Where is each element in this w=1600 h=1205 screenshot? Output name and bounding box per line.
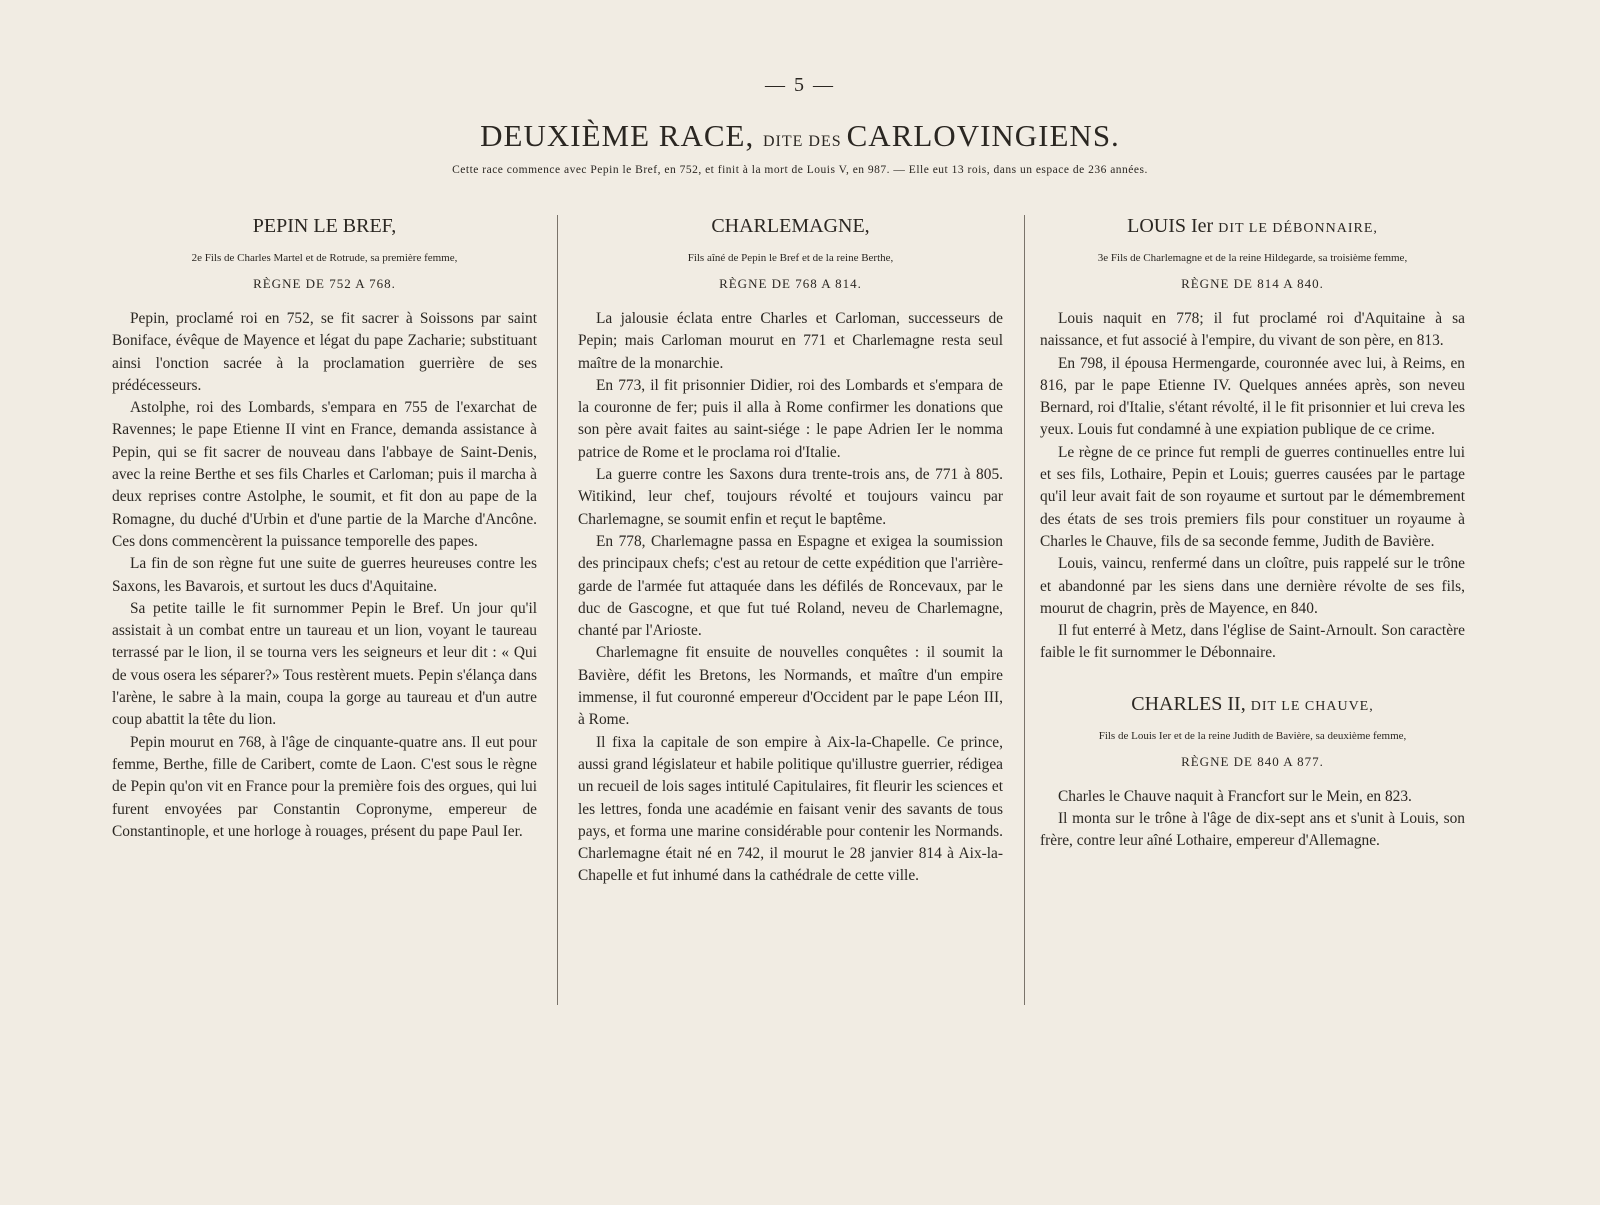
page-title xyxy=(0,118,1600,154)
column-divider-2 xyxy=(1024,215,1025,1005)
paragraph: Pepin mourut en 768, à l'âge de cinquante-quatre ans. Il eut pour femme, Berthe, fille de Caribert, comte de Laon. C'est sous le règne de Pepin qu'on vit en France pour la première fois des orgues, qui lui furent envoyées par Constantin Copronyme, empereur de Constantinople, et une horloge à rouages, présent du pape Paul Ier. xyxy=(112,733,537,840)
column-louis xyxy=(1040,215,1465,853)
section-name: PEPIN LE BREF, xyxy=(252,215,397,237)
section-name-small: DIT LE DÉBONNAIRE, xyxy=(1218,221,1378,236)
paragraph: Sa petite taille le fit surnommer Pepin le Bref. Un jour qu'il assistait à un combat entre un taureau et un lion, voyant le taureau terrassé par le lion, il se tourna vers les seigneurs et leur dit : « Qui de vous osera les séparer?» Tous restèrent muets. Pepin s'élança dans l'arène, le sabre à la main, coupa la gorge au taureau et d'un autre coup abattit la tête du lion. xyxy=(112,599,537,729)
section-reign: RÈGNE DE 768 A 814. xyxy=(719,276,862,291)
paragraph: Le règne de ce prince fut rempli de guerres continuelles entre lui et ses fils, Lothaire, Pepin et Louis; guerres causées par le partage qu'il leur avait fait de son royaume et surtout par le démembrement des états de ses trois premiers fils pour constituer un royaume à Charles le Chauve, fils de sa seconde femme, Judith de Bavière. xyxy=(1040,443,1465,550)
paragraph: Astolphe, roi des Lombards, s'empara en 755 de l'exarchat de Ravennes; le pape Etienne II vint en France, demanda assistance à Pepin, qui se fit sacrer de nouveau dans l'abbaye de Saint-Denis, avec la reine Berthe et ses fils Charles et Carloman; puis il marcha à deux reprises contre Astolphe, le soumit, et fit don au pape de la Romagne, du duché d'Urbin et d'une partie de la Marche d'Ancône. Ces dons commencèrent la puissance temporelle des papes. xyxy=(112,399,537,550)
paragraph: Louis naquit en 778; il fut proclamé roi d'Aquitaine à sa naissance, et fut associé à l'empire, du vivant de son père, en 813. xyxy=(1040,310,1465,350)
section-heading xyxy=(1040,693,1465,716)
section-reign: RÈGNE DE 840 A 877. xyxy=(1181,753,1324,769)
title-small: DITE DES xyxy=(762,133,847,150)
section-reign: RÈGNE DE 814 A 840. xyxy=(1181,276,1324,291)
paragraph: La jalousie éclata entre Charles et Carloman, successeurs de Pepin; mais Carloman mourut en 771 et Charlemagne resta seul maître de la monarchie. xyxy=(578,310,1003,372)
section-charles-ii xyxy=(1040,693,1465,853)
paragraph: En 778, Charlemagne passa en Espagne et exigea la soumission des principaux chefs; c'est au retour de cette expédition que l'arrière-garde de l'armée fut attaquée dans les défilés de Roncevaux, par le duc de Gascogne, et que fut tué Roland, neveu de Charlemagne, chanté par l'Arioste. xyxy=(578,532,1003,640)
paragraph: Il fut enterré à Metz, dans l'église de Saint-Arnoult. Son caractère faible le fit surnommer le Débonnaire. xyxy=(1040,622,1465,662)
section-heading xyxy=(112,215,537,238)
section-description: 2e Fils de Charles Martel et de Rotrude, sa première femme, xyxy=(191,252,458,264)
section-heading xyxy=(1040,215,1465,238)
title-main-1: DEUXIÈME RACE, xyxy=(480,118,763,153)
paragraph: La fin de son règne fut une suite de guerres heureuses contre les Saxons, les Bavarois, et surtout les ducs d'Aquitaine. xyxy=(112,555,537,595)
paragraph: Charles le Chauve naquit à Francfort sur le Mein, en 823. xyxy=(1058,787,1412,805)
paragraph: La guerre contre les Saxons dura trente-trois ans, de 771 à 805. Witikind, leur chef, toujours révolté et toujours vaincu par Charlemagne, se soumit enfin et reçut le baptême. xyxy=(578,466,1003,528)
column-pepin xyxy=(112,215,537,843)
section-description: Fils de Louis Ier et de la reine Judith de Bavière, sa deuxième femme, xyxy=(1098,729,1407,742)
paragraph: Pepin, proclamé roi en 752, se fit sacrer à Soissons par saint Boniface, évêque de Mayence et légat du pape Zacharie; substituant ainsi l'onction sacrée à la proclamation guerrière de ses prédécesseurs. xyxy=(112,310,537,394)
column-charlemagne xyxy=(578,215,1003,888)
section-name-small: DIT LE CHAUVE, xyxy=(1250,698,1374,714)
title-main-2: CARLOVINGIENS. xyxy=(846,118,1120,153)
paragraph: Charlemagne fit ensuite de nouvelles conquêtes : il soumit la Bavière, défit les Bretons, les Normands, et maître d'un empire immense, il fut couronné empereur d'Occident par le pape Léon III, à Rome. xyxy=(578,644,1003,729)
section-heading xyxy=(578,215,1003,238)
section-description: Fils aîné de Pepin le Bref et de la reine Berthe, xyxy=(687,252,894,264)
section-name: LOUIS Ier xyxy=(1127,215,1219,237)
paragraph: Il monta sur le trône à l'âge de dix-sept ans et s'unit à Louis, son frère, contre leur aîné Lothaire, empereur d'Allemagne. xyxy=(1040,810,1465,850)
paragraph: En 798, il épousa Hermengarde, couronnée avec lui, à Reims, en 816, par le pape Etienne IV. Quelques années après, son neveu Bernard, roi d'Italie, s'étant révolté, il le fit prisonnier et lui creva les yeux. Louis fut condamné à une expiation publique de ce crime. xyxy=(1040,354,1465,439)
section-name: CHARLEMAGNE, xyxy=(711,215,870,237)
section-reign: RÈGNE DE 752 A 768. xyxy=(253,276,396,291)
page-number: — 5 — xyxy=(765,74,835,96)
paragraph: Louis, vaincu, renfermé dans un cloître, puis rappelé sur le trône et abandonné par les siens dans une dernière révolte de ses fils, mourut de chagrin, près de Mayence, en 840. xyxy=(1040,555,1465,617)
section-description: 3e Fils de Charlemagne et de la reine Hildegarde, sa troisième femme, xyxy=(1097,252,1408,264)
column-divider-1 xyxy=(557,215,558,1005)
section-name: CHARLES II, xyxy=(1131,692,1251,715)
paragraph: Il fixa la capitale de son empire à Aix-la-Chapelle. Ce prince, aussi grand législateur et habile politique qu'illustre guerrier, rédigea un recueil de lois sages intitulé Capitulaires, fit fleurir les sciences et les lettres, fonda une académie en faisant venir des savants de tous pays, et forma une marine considérable pour contenir les Normands. Charlemagne était né en 742, il mourut le 28 janvier 814 à Aix-la-Chapelle et fut inhumé dans la cathédrale de cette ville. xyxy=(578,733,1003,885)
paragraph: En 773, il fit prisonnier Didier, roi des Lombards et s'empara de la couronne de fer; puis il alla à Rome confirmer les donations que son père avait faites au saint-siége : le pape Adrien Ier le nomma patrice de Rome et le proclama roi d'Italie. xyxy=(578,376,1003,461)
page-subtitle: Cette race commence avec Pepin le Bref, en 752, et finit à la mort de Louis V, en 987. — Elle eut 13 rois, dans un espace de 236 années. xyxy=(452,164,1148,176)
